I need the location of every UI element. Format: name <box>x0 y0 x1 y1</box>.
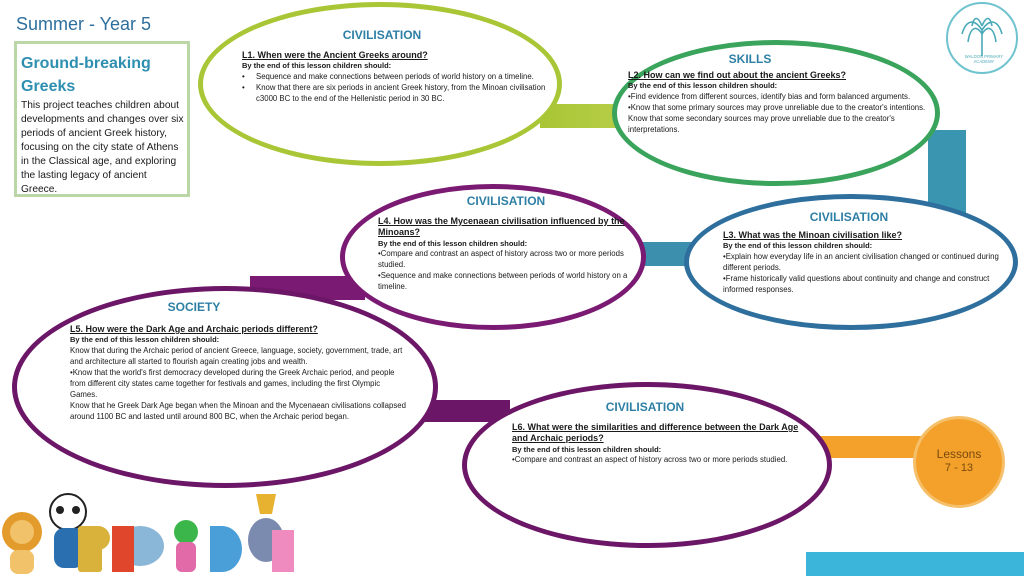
lessons-label: Lessons <box>936 447 982 461</box>
lesson-6-content <box>512 400 830 465</box>
lesson-3-title: L3. What was the Minoan civilisation like? <box>723 230 903 240</box>
bottom-blue-strip <box>806 552 1024 576</box>
intro-text: This project teaches children about developments and changes over six periods of ancient Greek history, focusing on the city state of Athens in the Classical age, and exploring the lasting legacy of ancient Greece. <box>21 100 184 195</box>
lesson-5-line: Know that he Greek Dark Age began when the Minoan and the Mycenaean civilisations collapsed around 1100 BC and lasted until around 800 BC, when the Archaic period began. <box>70 401 406 422</box>
school-logo <box>946 2 1018 74</box>
logo-text: WALDON PRIMARY ACADEMY <box>964 54 1004 65</box>
lesson-4-content <box>378 194 636 293</box>
lesson-2-title: L2. How can we find out about the ancient Greeks? <box>628 70 847 80</box>
intro-box <box>14 41 190 197</box>
page-title: Summer - Year 5 <box>16 14 152 34</box>
lesson-5-line: •Know that the world's first democracy developed during the Greek Archaic period, and people from different city states came together for festivals and games, including the first Olympic Games. <box>70 368 395 400</box>
lesson-4-heading: CIVILISATION <box>466 194 546 208</box>
lesson-5-heading: SOCIETY <box>167 300 221 314</box>
lessons-range: 7 - 13 <box>944 462 974 474</box>
intro-title: Ground-breaking Greeks <box>21 55 151 96</box>
lesson-3-line: •Explain how everyday life in an ancient civilisation changed or continued during different periods. <box>723 252 999 273</box>
list-item: • Know that there are six periods in ancient Greek history, from the Minoan civilisation c3000 BC to the end of the Hellenistic period in 30 BC. <box>242 83 546 104</box>
lesson-6-heading: CIVILISATION <box>605 400 685 414</box>
lesson-3-content <box>723 210 1013 295</box>
pride-mascots <box>0 486 300 576</box>
lesson-1-heading: CIVILISATION <box>342 28 422 42</box>
lessons-badge <box>913 416 1005 508</box>
list-item: • Sequence and make connections between periods of world history on a timeline. <box>242 72 534 81</box>
lesson-1-title: L1. When were the Ancient Greeks around? <box>242 50 428 60</box>
lesson-3-heading: CIVILISATION <box>809 210 889 224</box>
lesson-2-line: •Find evidence from different sources, identify bias and form balanced arguments. <box>628 92 911 101</box>
lesson-2-content <box>628 52 928 135</box>
lesson-2-heading: SKILLS <box>728 52 772 66</box>
lesson-4-line: •Compare and contrast an aspect of history across two or more periods studied. <box>378 249 624 270</box>
lesson-6-line: •Compare and contrast an aspect of history across two or more periods studied. <box>512 455 788 465</box>
lesson-1-subtitle: By the end of this lesson children should: <box>242 61 392 71</box>
lesson-2-subtitle: By the end of this lesson children should: <box>628 81 778 91</box>
lesson-1-list <box>242 71 548 104</box>
lesson-4-subtitle: By the end of this lesson children should: <box>378 238 528 248</box>
mascots-icon <box>0 486 300 576</box>
lesson-5-line: Know that during the Archaic period of ancient Greece, language, society, government, trade, art and architecture all started to flourish again creating jobs and wealth. <box>70 346 403 367</box>
pride-word <box>0 486 3 487</box>
lesson-3-subtitle: By the end of this lesson children should: <box>723 241 873 251</box>
lesson-2-line: •Know that some primary sources may prove unreliable due to the creator's intentions. <box>628 103 926 113</box>
lesson-3-line: •Frame historically valid questions about continuity and change and construct informed responses. <box>723 274 990 295</box>
lesson-5-subtitle: By the end of this lesson children should: <box>70 335 220 345</box>
lesson-4-line: •Sequence and make connections between periods of world history on a timeline. <box>378 271 628 292</box>
lesson-1-content <box>242 30 548 104</box>
lesson-2-line: Know that some secondary sources may prove unreliable due to the creator's interpretations. <box>628 114 895 135</box>
lesson-5-title: L5. How were the Dark Age and Archaic periods different? <box>70 324 318 334</box>
lesson-6-subtitle: By the end of this lesson children should: <box>512 444 662 454</box>
lesson-5-content <box>70 300 406 422</box>
lesson-6-title: L6. What were the similarities and difference between the Dark Age and Archaic periods? <box>512 422 799 444</box>
lesson-4-title: L4. How was the Mycenaean civilisation influenced by the Minoans? <box>378 216 625 238</box>
